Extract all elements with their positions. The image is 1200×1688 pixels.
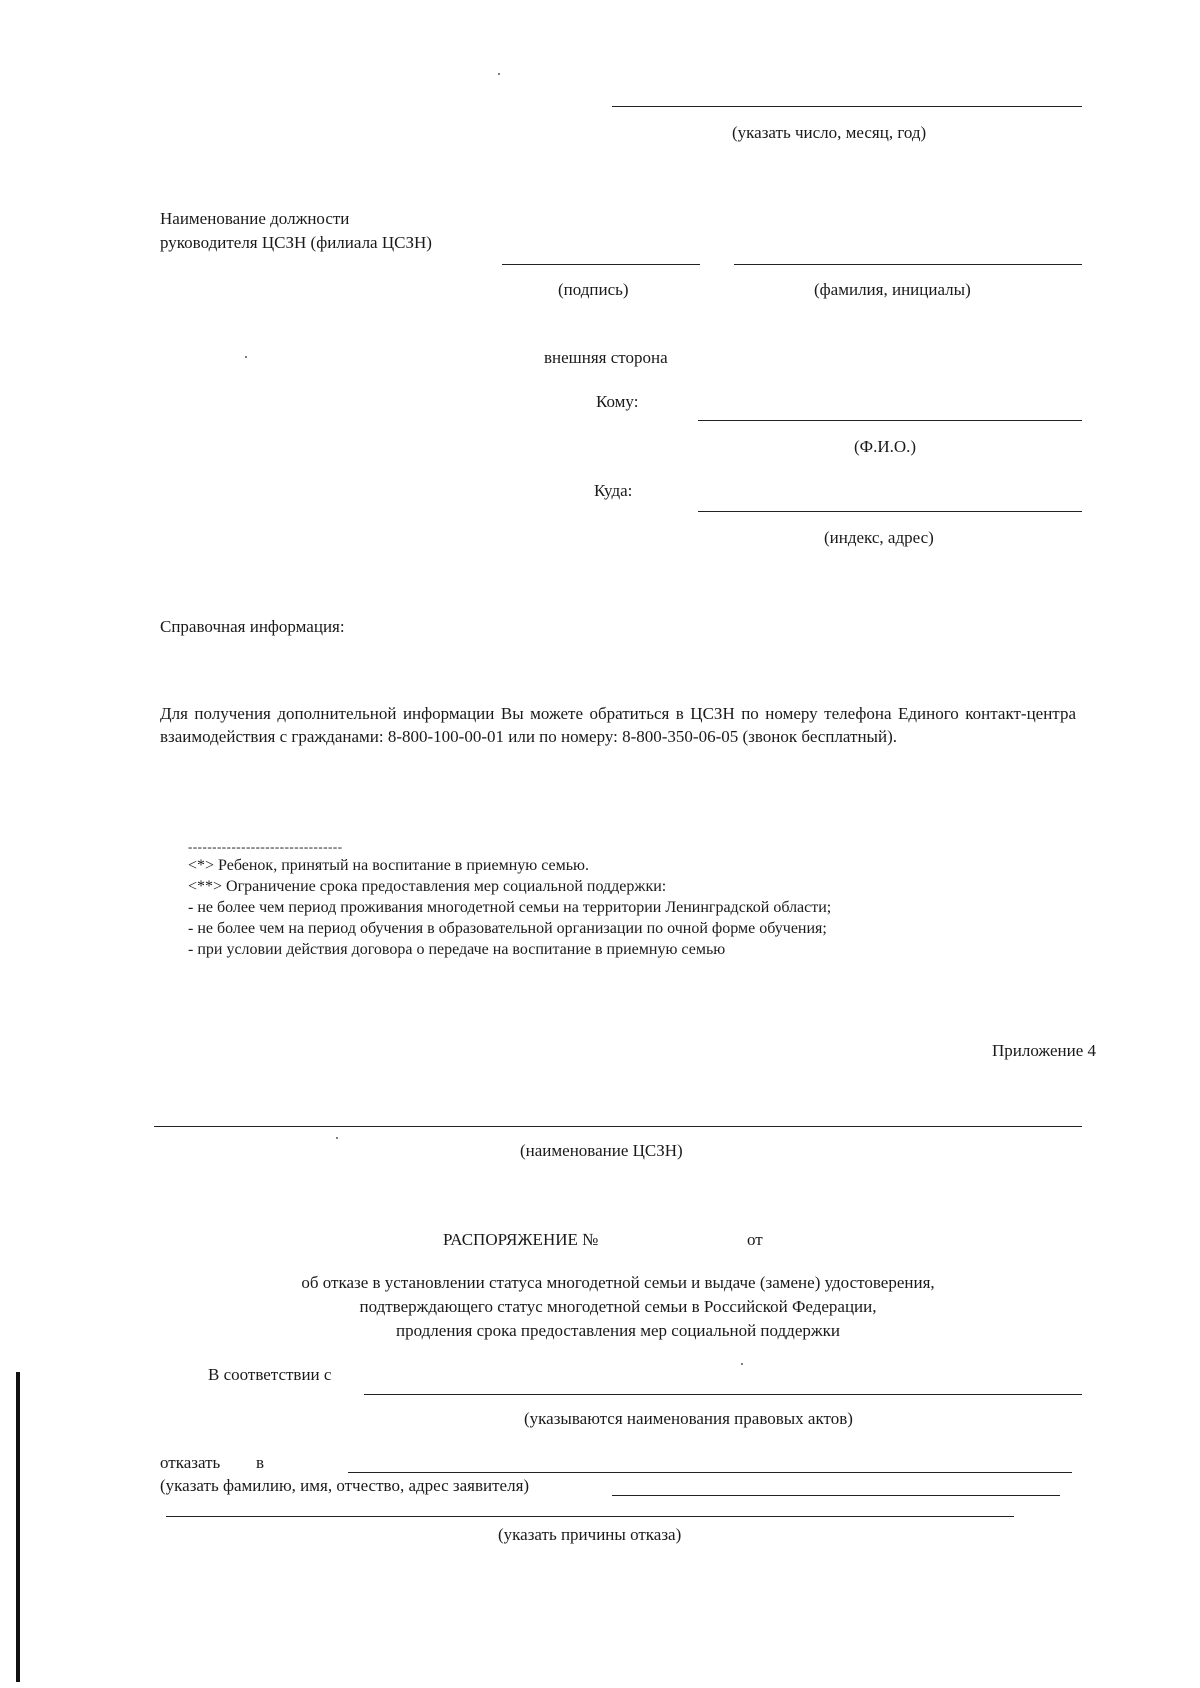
date-line (612, 106, 1082, 107)
appendix-label: Приложение 4 (992, 1041, 1096, 1060)
refuse-line (348, 1472, 1072, 1473)
reference-heading: Справочная информация: (160, 617, 345, 636)
subject-line-1: об отказе в установлении статуса многодетной семьи и выдаче (замене) удостоверения, (301, 1273, 935, 1292)
to-line (698, 420, 1082, 421)
reference-body-text: Для получения дополнительной информации Вы можете обратиться в ЦСЗН по номеру телефона Единого контакт-центра взаимодействия с гражданами: 8-800-100-00-01 или по номеру: 8-800-350-06-05 (звонок бесплатный). (160, 704, 1076, 746)
date-caption: (указать число, месяц, год) (732, 123, 927, 142)
reference-body (160, 702, 1076, 748)
footnote-item: <**> Ограничение срока предоставления мер социальной поддержки: (188, 878, 667, 895)
scan-speck (498, 73, 500, 75)
envelope-side-label: внешняя сторона (544, 348, 668, 367)
reason-caption: (указать причины отказа) (498, 1525, 682, 1544)
footnote-item: <*> Ребенок, принятый на воспитание в приемную семью. (188, 857, 589, 874)
subject-line-3: продления срока предоставления мер социальной поддержки (396, 1321, 840, 1340)
scan-speck (245, 356, 247, 358)
where-caption: (индекс, адрес) (824, 528, 934, 547)
refuse-in: в (256, 1453, 265, 1472)
name-caption: (фамилия, инициалы) (814, 280, 971, 299)
footnote-item: - не более чем на период обучения в образовательной организации по очной форме обучения; (188, 920, 827, 937)
signature-caption: (подпись) (558, 280, 629, 299)
to-caption: (Ф.И.О.) (854, 437, 917, 456)
footnote-item: - не более чем период проживания многодетной семьи на территории Ленинградской области; (188, 899, 832, 916)
signature-line (502, 264, 700, 265)
position-line-2: руководителя ЦСЗН (филиала ЦСЗН) (160, 233, 432, 252)
footnote-separator: -------------------------------- (188, 839, 343, 854)
scan-speck (741, 1363, 743, 1365)
applicant-caption: (указать фамилию, имя, отчество, адрес заявителя) (160, 1476, 530, 1495)
org-caption: (наименование ЦСЗН) (520, 1141, 683, 1160)
position-line-1: Наименование должности (160, 209, 350, 228)
legal-acts-caption: (указываются наименования правовых актов) (524, 1409, 853, 1428)
applicant-line (612, 1495, 1060, 1496)
footnote-item: - при условии действия договора о передаче на воспитание в приемную семью (188, 941, 726, 958)
to-label: Кому: (596, 392, 639, 411)
scan-speck (336, 1137, 338, 1139)
accordance-label: В соответствии с (208, 1365, 332, 1384)
scan-edge-mark (16, 1372, 20, 1682)
org-line (154, 1126, 1082, 1127)
footnotes (188, 838, 831, 960)
refuse-label: отказать (160, 1453, 221, 1472)
accordance-line (364, 1394, 1082, 1395)
order-from: от (747, 1230, 763, 1249)
where-line (698, 511, 1082, 512)
subject-line-2: подтверждающего статус многодетной семьи в Российской Федерации, (359, 1297, 877, 1316)
where-label: Куда: (594, 481, 633, 500)
name-line (734, 264, 1082, 265)
order-title: РАСПОРЯЖЕНИЕ № (443, 1230, 599, 1249)
reason-line (166, 1516, 1014, 1517)
